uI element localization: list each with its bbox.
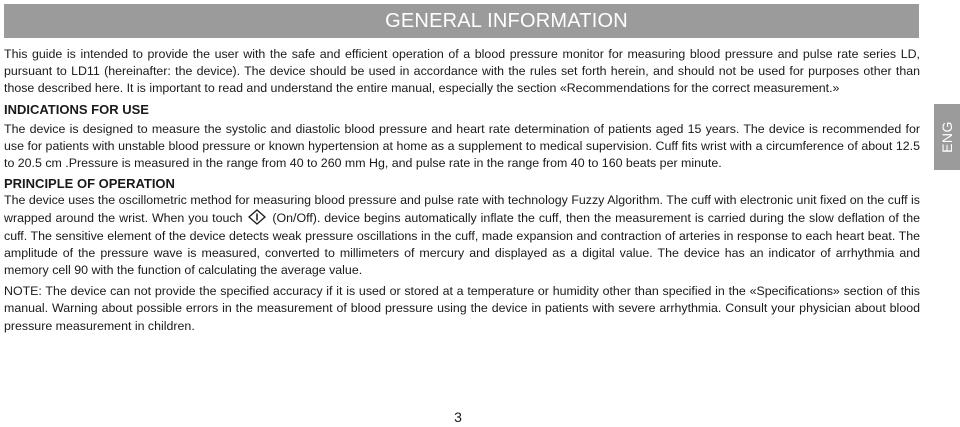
language-tab — [934, 104, 960, 170]
page-number: 3 — [454, 409, 462, 425]
indications-heading: INDICATIONS FOR USE — [4, 101, 149, 117]
principle-heading: PRINCIPLE OF OPERATION — [4, 176, 175, 192]
power-diamond-icon — [248, 209, 266, 225]
principle-text-before: The device uses the oscillometric method for measuring blood pressure and pulse rate with technology Fuzzy Algorithm. The cuff with electronic unit fixed on the cuff is wrapped around the wrist. When you touch — [4, 193, 920, 226]
note-paragraph: NOTE: The device can not provide the specified accuracy if it is used or stored at a temperature or humidity other than specified in the «Specifications» section of this manual. Warning about possible errors in the measurement of blood pressure using the device in patients with severe arrhythmia. Consult your physician about blood pressure measurement in children. — [4, 284, 920, 333]
principle-paragraph — [4, 192, 920, 279]
header-bar — [4, 4, 919, 38]
language-label: ENG — [939, 121, 955, 153]
intro-paragraph: This guide is intended to provide the user with the safe and efficient operation of a blood pressure monitor for measuring blood pressure and pulse rate series LD, pursuant to LD11 (hereinafter: the device). The device should be used in accordance with the rules set forth herein, and should not be used for purposes other than those described here. It is important to read and understand the entire manual, especially the section «Recommendations for the correct measurement.» — [4, 47, 920, 96]
principle-text-after: (On/Off). device begins automatically inflate the cuff, then the measurement is carried during the slow deflation of the cuff. The sensitive element of the device detects weak pressure oscillations in the cuff, made expansion and contraction of arteries in response to each heart beat. The amplitude of the pressure wave is measured, converted to millimeters of mercury and displayed as a digital value. The device has an indicator of arrhythmia and memory cell 90 with the function of calculating the average value. — [4, 211, 920, 278]
page-title: GENERAL INFORMATION — [385, 10, 628, 32]
document-body — [4, 46, 920, 335]
indications-paragraph: The device is designed to measure the systolic and diastolic blood pressure and heart rate determination of patients aged 15 years. The device is recommended for use for patients with unstable blood pressure or known hypertension at home as a supplement to medical supervision. Cuff fits wrist with a circumference of about 12.5 to 20.5 cm .Pressure is measured in the range from 40 to 260 mm Hg, and pulse rate in the range from 40 to 160 beats per minute. — [4, 121, 920, 171]
